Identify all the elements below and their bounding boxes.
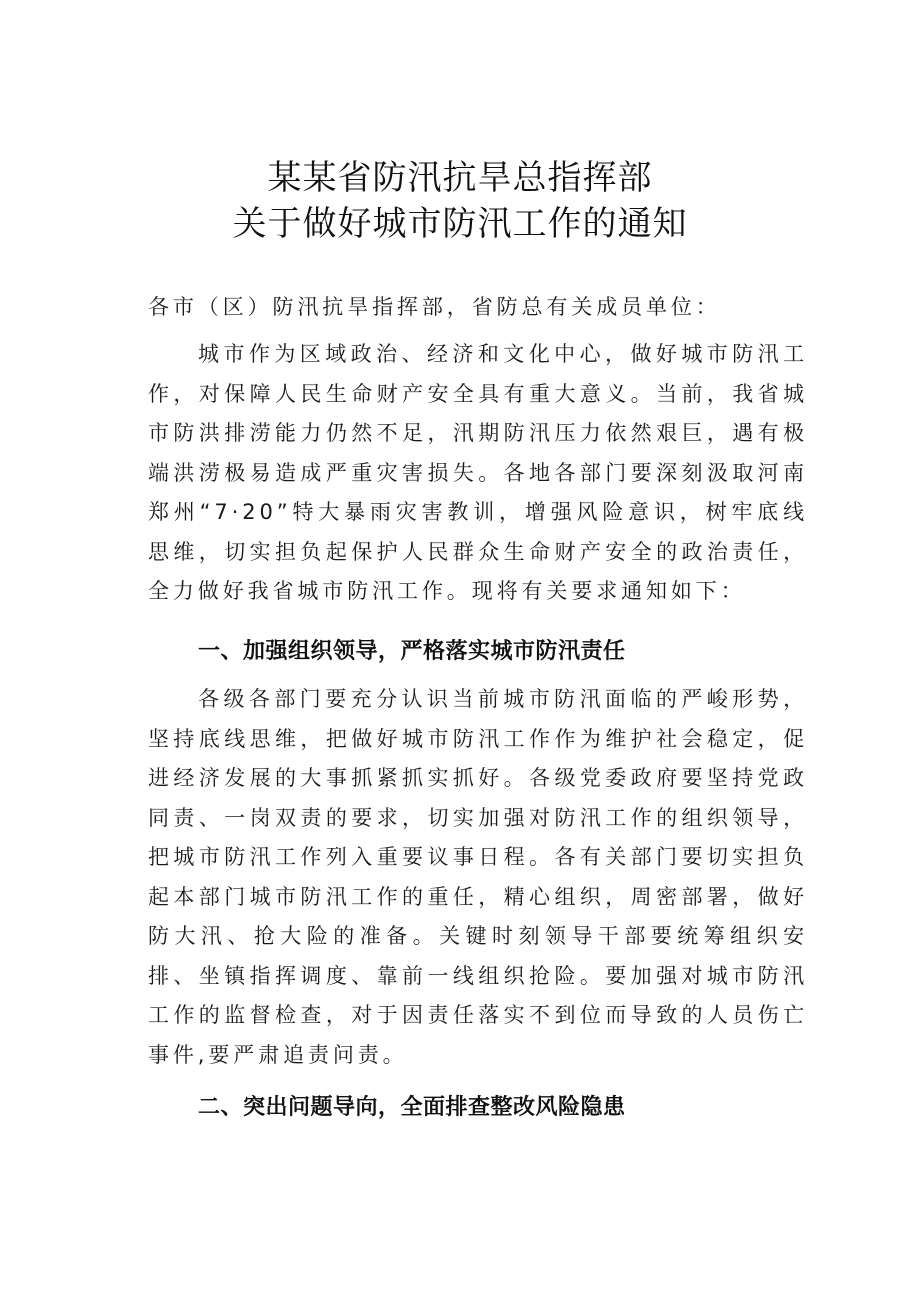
document-title-line-2: 关于做好城市防汛工作的通知 [232,204,688,244]
intro-paragraph: 城市作为区域政治、经济和文化中心，做好城市防汛工作，对保障人民生命财产安全具有重大意义。当前，我省城市防洪排涝能力仍然不足，汛期防汛压力依然艰巨，遇有极端洪涝极易造成严重灾害损失。各地各部门要深刻汲取河南郑州“7·20”特大暴雨灾害教训，增强风险意识，树牢底线思维，切实担负起保护人民群众生命财产安全的政治责任，全力做好我省城市防汛工作。现将有关要求通知如下： [148,342,808,603]
section-1-paragraph: 各级各部门要充分认识当前城市防汛面临的严峻形势，坚持底线思维，把做好城市防汛工作作为维护社会稳定，促进经济发展的大事抓紧抓实抓好。各级党委政府要坚持党政同责、一岗双责的要求，切实加强对防汛工作的组织领导，把城市防汛工作列入重要议事日程。各有关部门要切实担负起本部门城市防汛工作的重任，精心组织，周密部署，做好防大汛、抢大险的准备。关键时刻领导干部要统筹组织安排、坐镇指挥调度、靠前一线组织抢险。要加强对城市防汛工作的监督检查，对于因责任落实不到位而导致的人员伤亡事件,要严肃追责问责。 [148,687,808,1067]
section-2-heading: 二、突出问题导向，全面排查整改风险隐患 [198,1095,626,1120]
section-1-heading: 一、加强组织领导，严格落实城市防汛责任 [198,639,626,664]
document-title-line-1: 某某省防汛抗旱总指挥部 [267,158,653,198]
salutation: 各市（区）防汛抗旱指挥部，省防总有关成员单位： [148,295,721,319]
